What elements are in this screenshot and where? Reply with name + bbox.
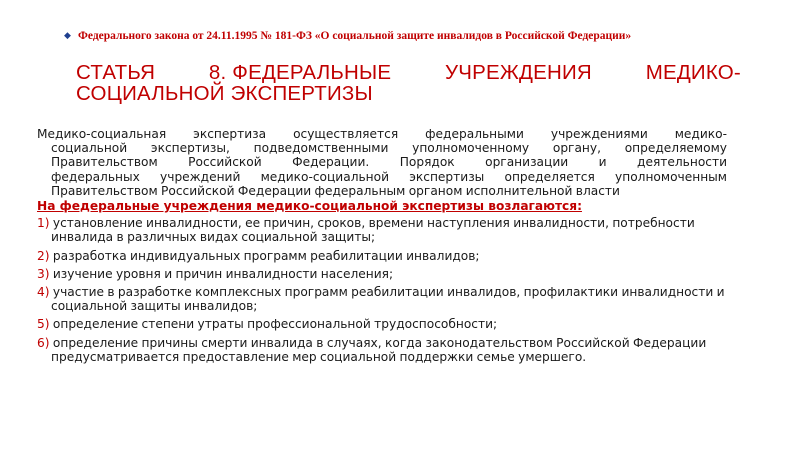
duties-list xyxy=(37,216,727,364)
item-text: участие в разработке комплексных программ реабилитации инвалидов, профилактики инвалидности и социальной защиты инвалидов; xyxy=(51,285,725,314)
list-item xyxy=(37,267,727,281)
item-text: определение степени утраты профессиональной трудоспособности; xyxy=(52,317,498,332)
slide-title-line-1 xyxy=(76,62,741,83)
slide-title xyxy=(76,62,741,104)
diamond-bullet-icon: ◆ xyxy=(64,31,71,41)
item-number: 2) xyxy=(37,248,50,263)
intro-line: Правительством Российской Федерации. Порядок организации и деятельности xyxy=(51,155,727,170)
list-item xyxy=(37,216,727,244)
item-text: установление инвалидности, ее причин, сроков, времени наступления инвалидности, потребности инвалида в различных видах социальной защиты; xyxy=(51,216,695,245)
intro-line: социальной экспертизы, подведомственными уполномоченному органу, определяемому xyxy=(51,141,727,156)
intro-line: Медико-социальная экспертиза осуществляется федеральными учреждениями медико- xyxy=(37,127,727,141)
item-text: разработка индивидуальных программ реабилитации инвалидов; xyxy=(52,248,480,263)
item-number: 3) xyxy=(37,266,50,281)
item-number: 6) xyxy=(37,335,50,350)
list-item xyxy=(37,249,727,263)
title-word: 8. ФЕДЕРАЛЬНЫЕ xyxy=(208,61,392,84)
item-text: определение причины смерти инвалида в случаях, когда законодательством Российской Федерации предусматривается предоставление мер социальной поддержки семье умершего. xyxy=(51,335,707,364)
slide-body xyxy=(37,127,727,368)
duties-subheading: На федеральные учреждения медико-социальной экспертизы возлагаются: xyxy=(37,199,582,214)
list-item xyxy=(37,336,727,364)
intro-paragraph xyxy=(37,127,727,198)
slide-title-line-2: СОЦИАЛЬНОЙ ЭКСПЕРТИЗЫ xyxy=(76,82,373,105)
law-reference-text: Федерального закона от 24.11.1995 № 181-ФЗ «О социальной защите инвалидов в Российской Федерации» xyxy=(78,30,632,42)
title-word: СТАТЬЯ xyxy=(76,61,156,84)
item-number: 5) xyxy=(37,317,50,332)
item-text: изучение уровня и причин инвалидности населения; xyxy=(52,266,394,281)
list-item xyxy=(37,285,727,313)
item-number: 1) xyxy=(37,216,50,231)
list-item xyxy=(37,317,727,331)
title-word: МЕДИКО- xyxy=(645,61,741,84)
intro-line: Правительством Российской Федерации федеральным органом исполнительной власти xyxy=(51,183,620,198)
title-word: УЧРЕЖДЕНИЯ xyxy=(445,61,592,84)
intro-line: федеральных учреждений медико-социальной экспертизы определяется уполномоченным xyxy=(51,169,727,184)
law-reference xyxy=(64,30,764,42)
item-number: 4) xyxy=(37,285,50,300)
